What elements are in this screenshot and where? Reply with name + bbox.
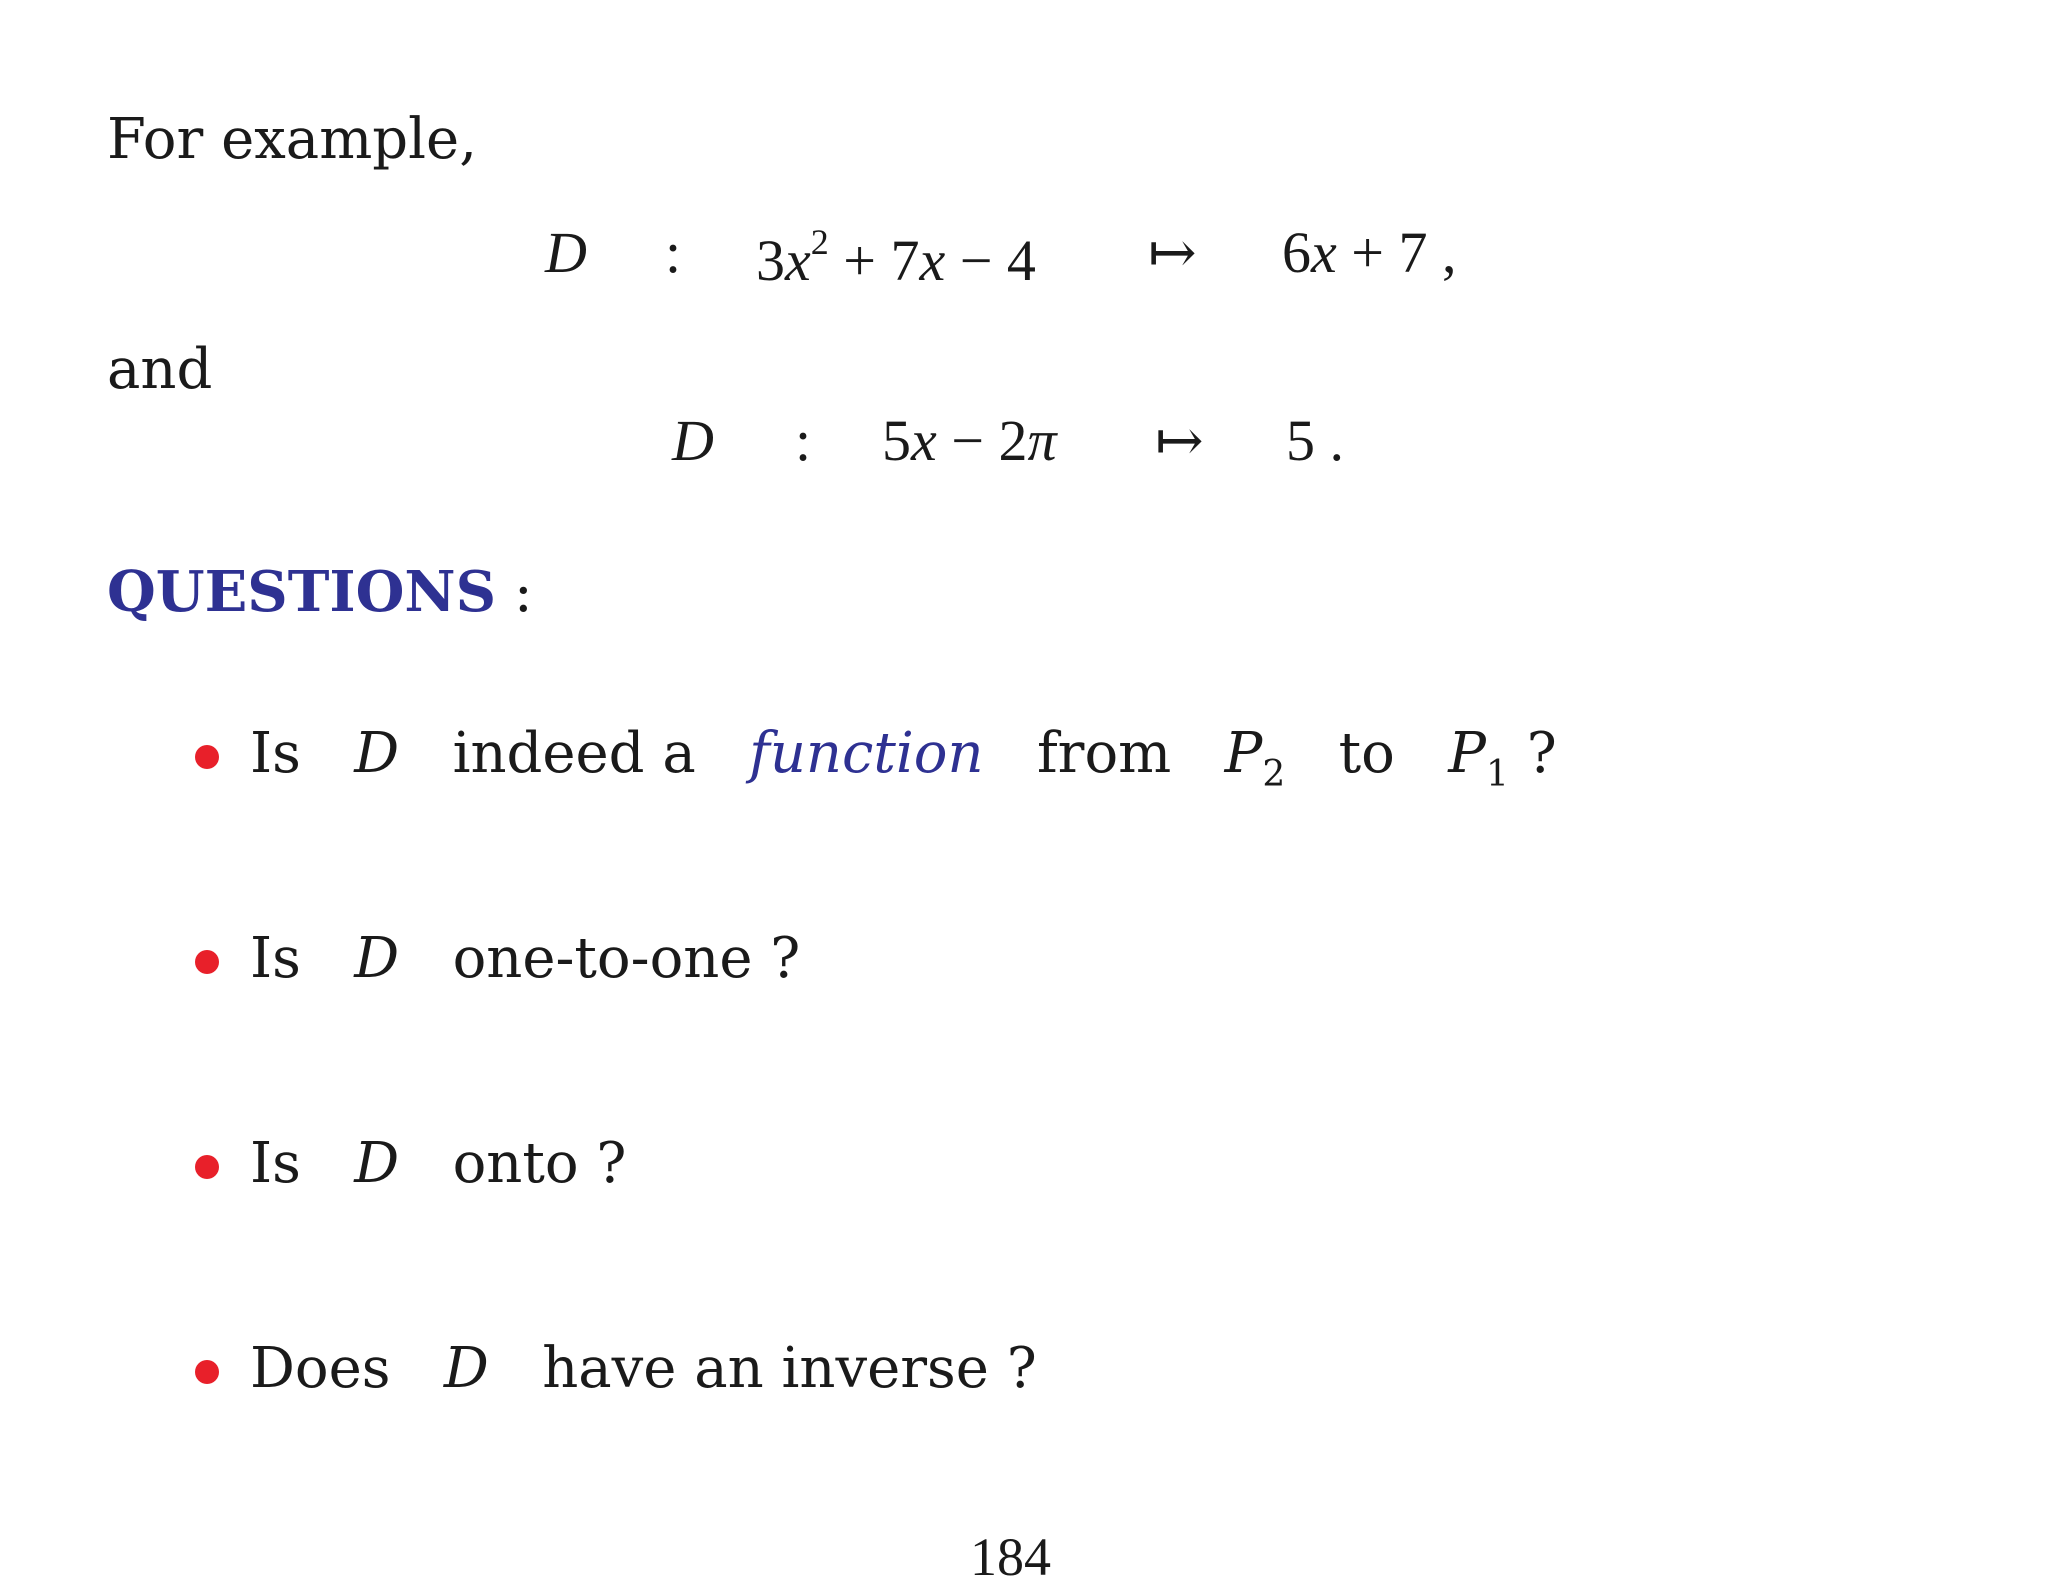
function-emphasis: function xyxy=(749,721,984,786)
heading-label: QUESTIONS xyxy=(107,559,497,625)
question-text: Is D onto ? xyxy=(250,1131,627,1196)
bullet-icon xyxy=(195,1155,219,1179)
eq1-operator: D xyxy=(545,220,587,285)
eq2-mapsto-arrow: ↦ xyxy=(1155,408,1204,473)
bullet-icon xyxy=(195,950,219,974)
connector-text: and xyxy=(107,337,213,402)
questions-heading xyxy=(107,560,533,625)
question-text: Does D have an inverse ? xyxy=(250,1336,1037,1401)
page-number: 184 xyxy=(970,1527,1051,1587)
eq2-operator: D xyxy=(672,408,714,473)
eq2-lhs: 5x − 2π xyxy=(882,408,1057,473)
eq1-rhs: 6x + 7 , xyxy=(1282,220,1457,285)
intro-text: For example, xyxy=(107,107,477,172)
bullet-icon xyxy=(195,1360,219,1384)
eq1-colon: : xyxy=(665,220,682,285)
question-text: Is D indeed a function from $P_2$ to $P_1$ ? xyxy=(250,721,1557,795)
question-text: Is D one-to-one ? xyxy=(250,926,801,991)
eq2-rhs: 5 . xyxy=(1286,408,1344,473)
eq1-mapsto-arrow: ↦ xyxy=(1148,220,1197,285)
heading-suffix: : xyxy=(496,560,533,625)
eq2-colon: : xyxy=(795,408,812,473)
eq1-lhs: $3x^2 + 7x - 4$ xyxy=(756,222,1036,293)
bullet-icon xyxy=(195,745,219,769)
